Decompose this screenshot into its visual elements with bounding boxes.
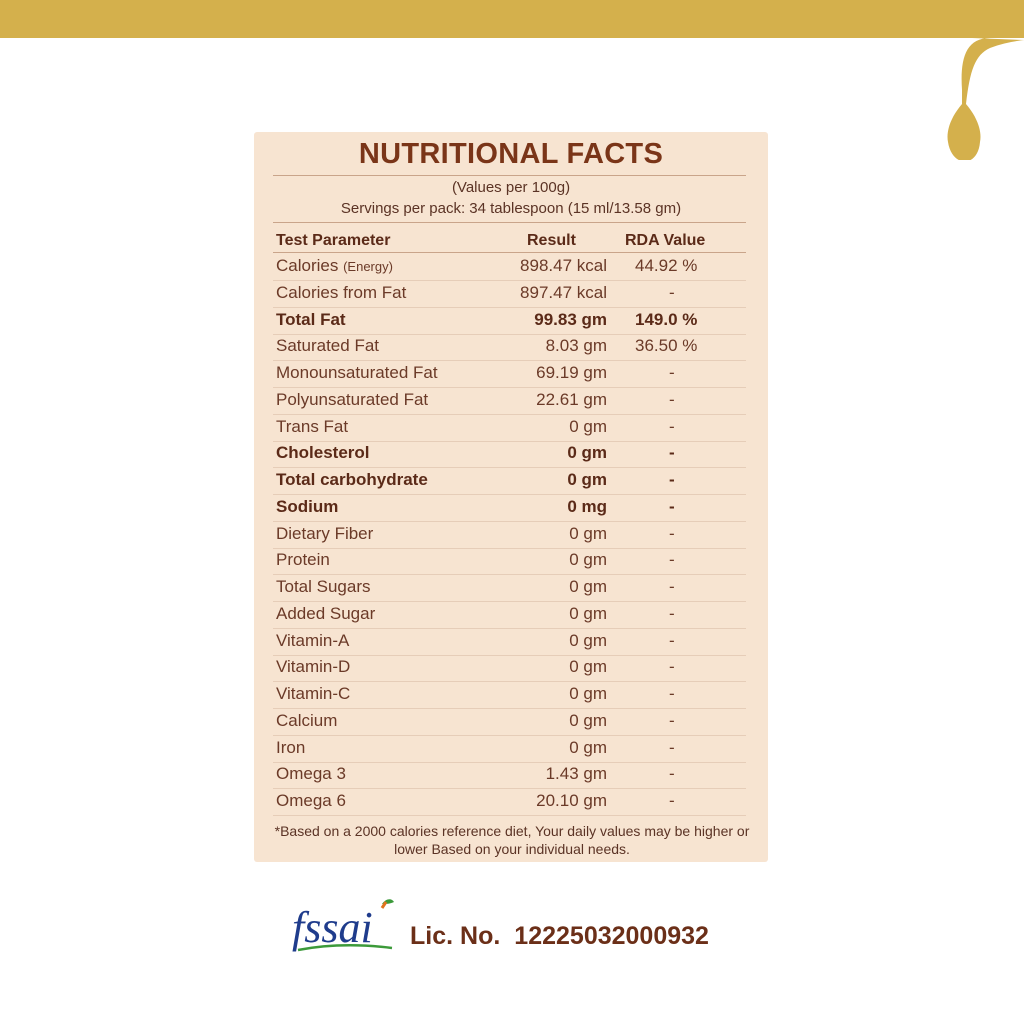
license-text: [410, 922, 709, 951]
table-row: [273, 521, 746, 549]
row-result: 0 gm: [569, 416, 607, 436]
fssai-logo: [290, 892, 400, 958]
row-parameter-label: Omega 6: [276, 791, 346, 810]
row-parameter: [276, 788, 346, 814]
row-parameter: [276, 574, 371, 600]
row-parameter: [276, 708, 337, 734]
row-rda: -: [669, 523, 675, 543]
row-result: 0 gm: [567, 443, 607, 463]
row-parameter-label: Cholesterol: [276, 443, 370, 463]
row-parameter: [276, 654, 350, 680]
header-result: Result: [527, 232, 576, 249]
row-parameter-label: Calories from Fat: [276, 282, 407, 302]
values-per-text: (Values per 100g): [451, 179, 571, 196]
license-number: 12225032000932: [514, 922, 709, 950]
row-parameter: [276, 360, 438, 386]
row-rda: 36.50 %: [635, 336, 698, 356]
row-parameter-label: Iron: [276, 737, 306, 757]
row-parameter-note: (Energy): [343, 259, 393, 274]
row-parameter: [276, 440, 370, 466]
row-result: 0 gm: [569, 630, 607, 650]
row-rda: -: [669, 282, 675, 302]
row-parameter-label: Omega 3: [276, 764, 346, 784]
row-rda: -: [669, 684, 675, 703]
row-result: 99.83 gm: [534, 309, 607, 329]
row-parameter-label: Monounsaturated Fat: [276, 363, 438, 382]
footer: [290, 892, 760, 972]
row-result: 0 gm: [569, 603, 607, 623]
row-rda: -: [669, 603, 675, 623]
table-row: [273, 681, 746, 709]
row-rda: -: [669, 363, 675, 382]
table-row: [273, 735, 746, 763]
row-rda: -: [669, 710, 675, 730]
table-row: [273, 307, 746, 335]
table-row: [273, 414, 746, 442]
row-parameter-label: Dietary Fiber: [276, 523, 374, 543]
table-row: [273, 708, 746, 736]
subtitle-divider: [273, 222, 746, 223]
row-parameter-label: Total Sugars: [276, 577, 371, 596]
row-parameter: [276, 253, 393, 280]
row-result: 0 gm: [567, 470, 607, 489]
row-parameter-label: Vitamin-C: [276, 684, 351, 703]
row-parameter: [276, 333, 379, 359]
row-parameter: [276, 307, 346, 333]
row-parameter-label: Added Sugar: [276, 603, 376, 623]
row-result: 1.43 gm: [545, 764, 607, 784]
row-rda: 149.0 %: [635, 309, 698, 329]
row-parameter-label: Calcium: [276, 710, 338, 730]
row-parameter: [276, 735, 305, 761]
row-parameter: [276, 521, 373, 547]
row-result: 0 gm: [569, 710, 607, 730]
row-rda: -: [669, 443, 675, 463]
row-parameter: [276, 494, 338, 520]
row-parameter: [276, 467, 428, 493]
row-parameter-label: Total Fat: [276, 309, 346, 329]
table-row: [273, 574, 746, 602]
table-row: [273, 628, 746, 656]
row-result: 8.03 gm: [545, 336, 607, 356]
row-parameter: [276, 761, 346, 787]
row-result: 897.47 kcal: [520, 282, 607, 302]
panel-title: NUTRITIONAL FACTS: [358, 138, 664, 170]
row-rda: -: [669, 657, 675, 677]
row-rda: -: [669, 791, 675, 810]
table-row: [273, 333, 746, 361]
table-row: [273, 601, 746, 629]
table-row: [273, 253, 746, 281]
row-parameter: [276, 387, 428, 413]
row-result: 0 gm: [569, 523, 607, 543]
servings-text: Servings per pack: 34 tablespoon (15 ml/13.58 gm): [340, 200, 682, 217]
row-result: 898.47 kcal: [520, 256, 607, 275]
table-row: [273, 494, 746, 522]
table-row: [273, 467, 746, 495]
row-rda: -: [669, 764, 675, 784]
row-parameter-label: Calories: [276, 256, 339, 275]
table-row: [273, 547, 746, 575]
row-rda: 44.92 %: [635, 256, 698, 275]
table-row: [273, 788, 746, 816]
row-result: 69.19 gm: [536, 363, 607, 382]
header-rda-value: RDA Value: [625, 232, 706, 249]
license-label: Lic. No.: [410, 922, 501, 950]
table-row: [273, 654, 746, 682]
row-parameter: [276, 681, 350, 707]
table-row: [273, 360, 746, 388]
row-parameter-label: Saturated Fat: [276, 336, 380, 356]
row-rda: -: [669, 470, 675, 489]
table-row: [273, 761, 746, 789]
row-result: 0 gm: [569, 577, 607, 596]
row-parameter-label: Trans Fat: [276, 416, 349, 436]
row-parameter: [276, 628, 349, 654]
row-parameter: [276, 547, 330, 573]
row-parameter-label: Vitamin-D: [276, 657, 351, 677]
row-rda: -: [669, 389, 675, 409]
row-rda: -: [669, 550, 675, 570]
row-result: 0 gm: [569, 684, 607, 703]
row-result: 0 gm: [569, 737, 607, 757]
row-rda: -: [669, 630, 675, 650]
row-parameter-label: Total carbohydrate: [276, 470, 428, 489]
table-row: [273, 280, 746, 308]
row-parameter: [276, 601, 375, 627]
row-rda: -: [669, 577, 675, 596]
row-rda: -: [669, 737, 675, 757]
row-result: 20.10 gm: [536, 791, 607, 810]
row-parameter-label: Sodium: [276, 496, 339, 516]
row-parameter-label: Protein: [276, 550, 330, 570]
table-row: [273, 440, 746, 468]
row-result: 0 gm: [569, 550, 607, 570]
footnote: *Based on a 2000 calories reference diet, Your daily values may be higher or lower Based on your individual needs.: [274, 823, 750, 857]
row-parameter: [276, 414, 348, 440]
row-parameter: [276, 280, 406, 306]
row-parameter-label: Vitamin-A: [276, 630, 350, 650]
nutrition-facts-panel: [254, 132, 768, 862]
row-rda: -: [669, 416, 675, 436]
table-row: [273, 387, 746, 415]
title-divider: [273, 175, 746, 176]
row-result: 0 gm: [569, 657, 607, 677]
row-parameter-label: Polyunsaturated Fat: [276, 389, 429, 409]
fssai-logo-text: fssai: [292, 903, 373, 952]
row-rda: -: [669, 496, 675, 516]
header-test-parameter: Test Parameter: [276, 232, 391, 249]
row-result: 22.61 gm: [536, 389, 607, 409]
row-result: 0 mg: [567, 496, 607, 516]
